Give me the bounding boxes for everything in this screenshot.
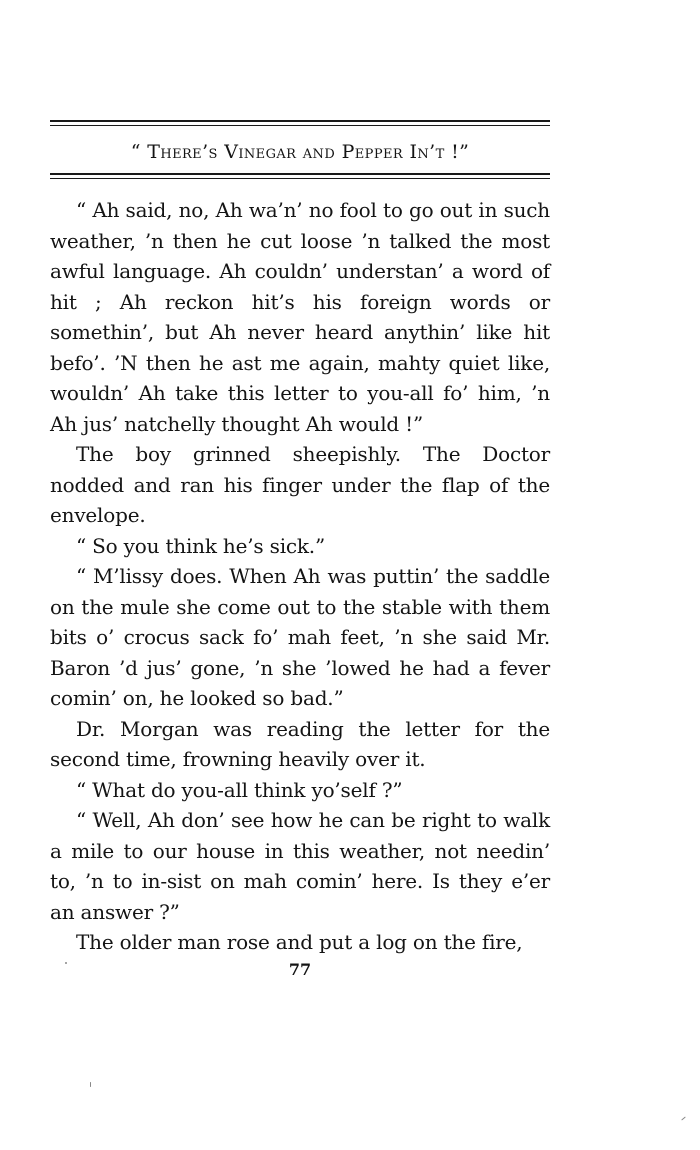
paragraph: The older man rose and put a log on the fire,: [76, 930, 523, 954]
running-head: [50, 126, 550, 173]
paragraph: Dr. Morgan was reading the letter for the second time, frowning heavily over it.: [50, 716, 550, 771]
paragraph: “ Well, Ah don’ see how he can be right to walk a mile to our house in this weather, not needin’ to, ’n to in-sist on mah comin’ here. Is they e’er an answer ?”: [50, 808, 550, 924]
paper-speck: [90, 1082, 91, 1087]
paragraph: “ M’lissy does. When Ah was puttin’ the saddle on the mule she come out to the stable with them bits o’ crocus sack fo’ mah feet, ’n she said Mr. Baron ’d jus’ gone, ’n she ’lowed he had a fever comin’ on, he looked so bad.”: [50, 564, 550, 710]
body-text: [50, 195, 550, 958]
paragraph: “ What do you-all think yo’self ?”: [76, 777, 403, 802]
paragraph: “ So you think he’s sick.”: [76, 533, 325, 558]
paper-speck: [681, 1117, 685, 1121]
paper-speck: [65, 962, 67, 964]
page-number: 77: [288, 959, 312, 979]
running-head-text: “ There’s Vinegar and Pepper In’t !”: [130, 141, 470, 163]
paragraph: The boy grinned sheepishly. The Doctor nodded and ran his finger under the flap of the envelope.: [50, 442, 550, 527]
header-rule-bottom: [50, 173, 550, 179]
paragraph: “ Ah said, no, Ah wa’n’ no fool to go out in such weather, ’n then he cut loose ’n talked the most awful language. Ah couldn’ understan’ a word of hit ; Ah reckon hit’s his foreign words or somethin’, but Ah never heard anythin’ like hit befo’. ’N then he ast me again, mahty quiet like, wouldn’ Ah take this letter to you-all fo’ him, ’n Ah jus’ natchelly thought Ah would !”: [50, 198, 550, 436]
page-content: [50, 120, 550, 979]
